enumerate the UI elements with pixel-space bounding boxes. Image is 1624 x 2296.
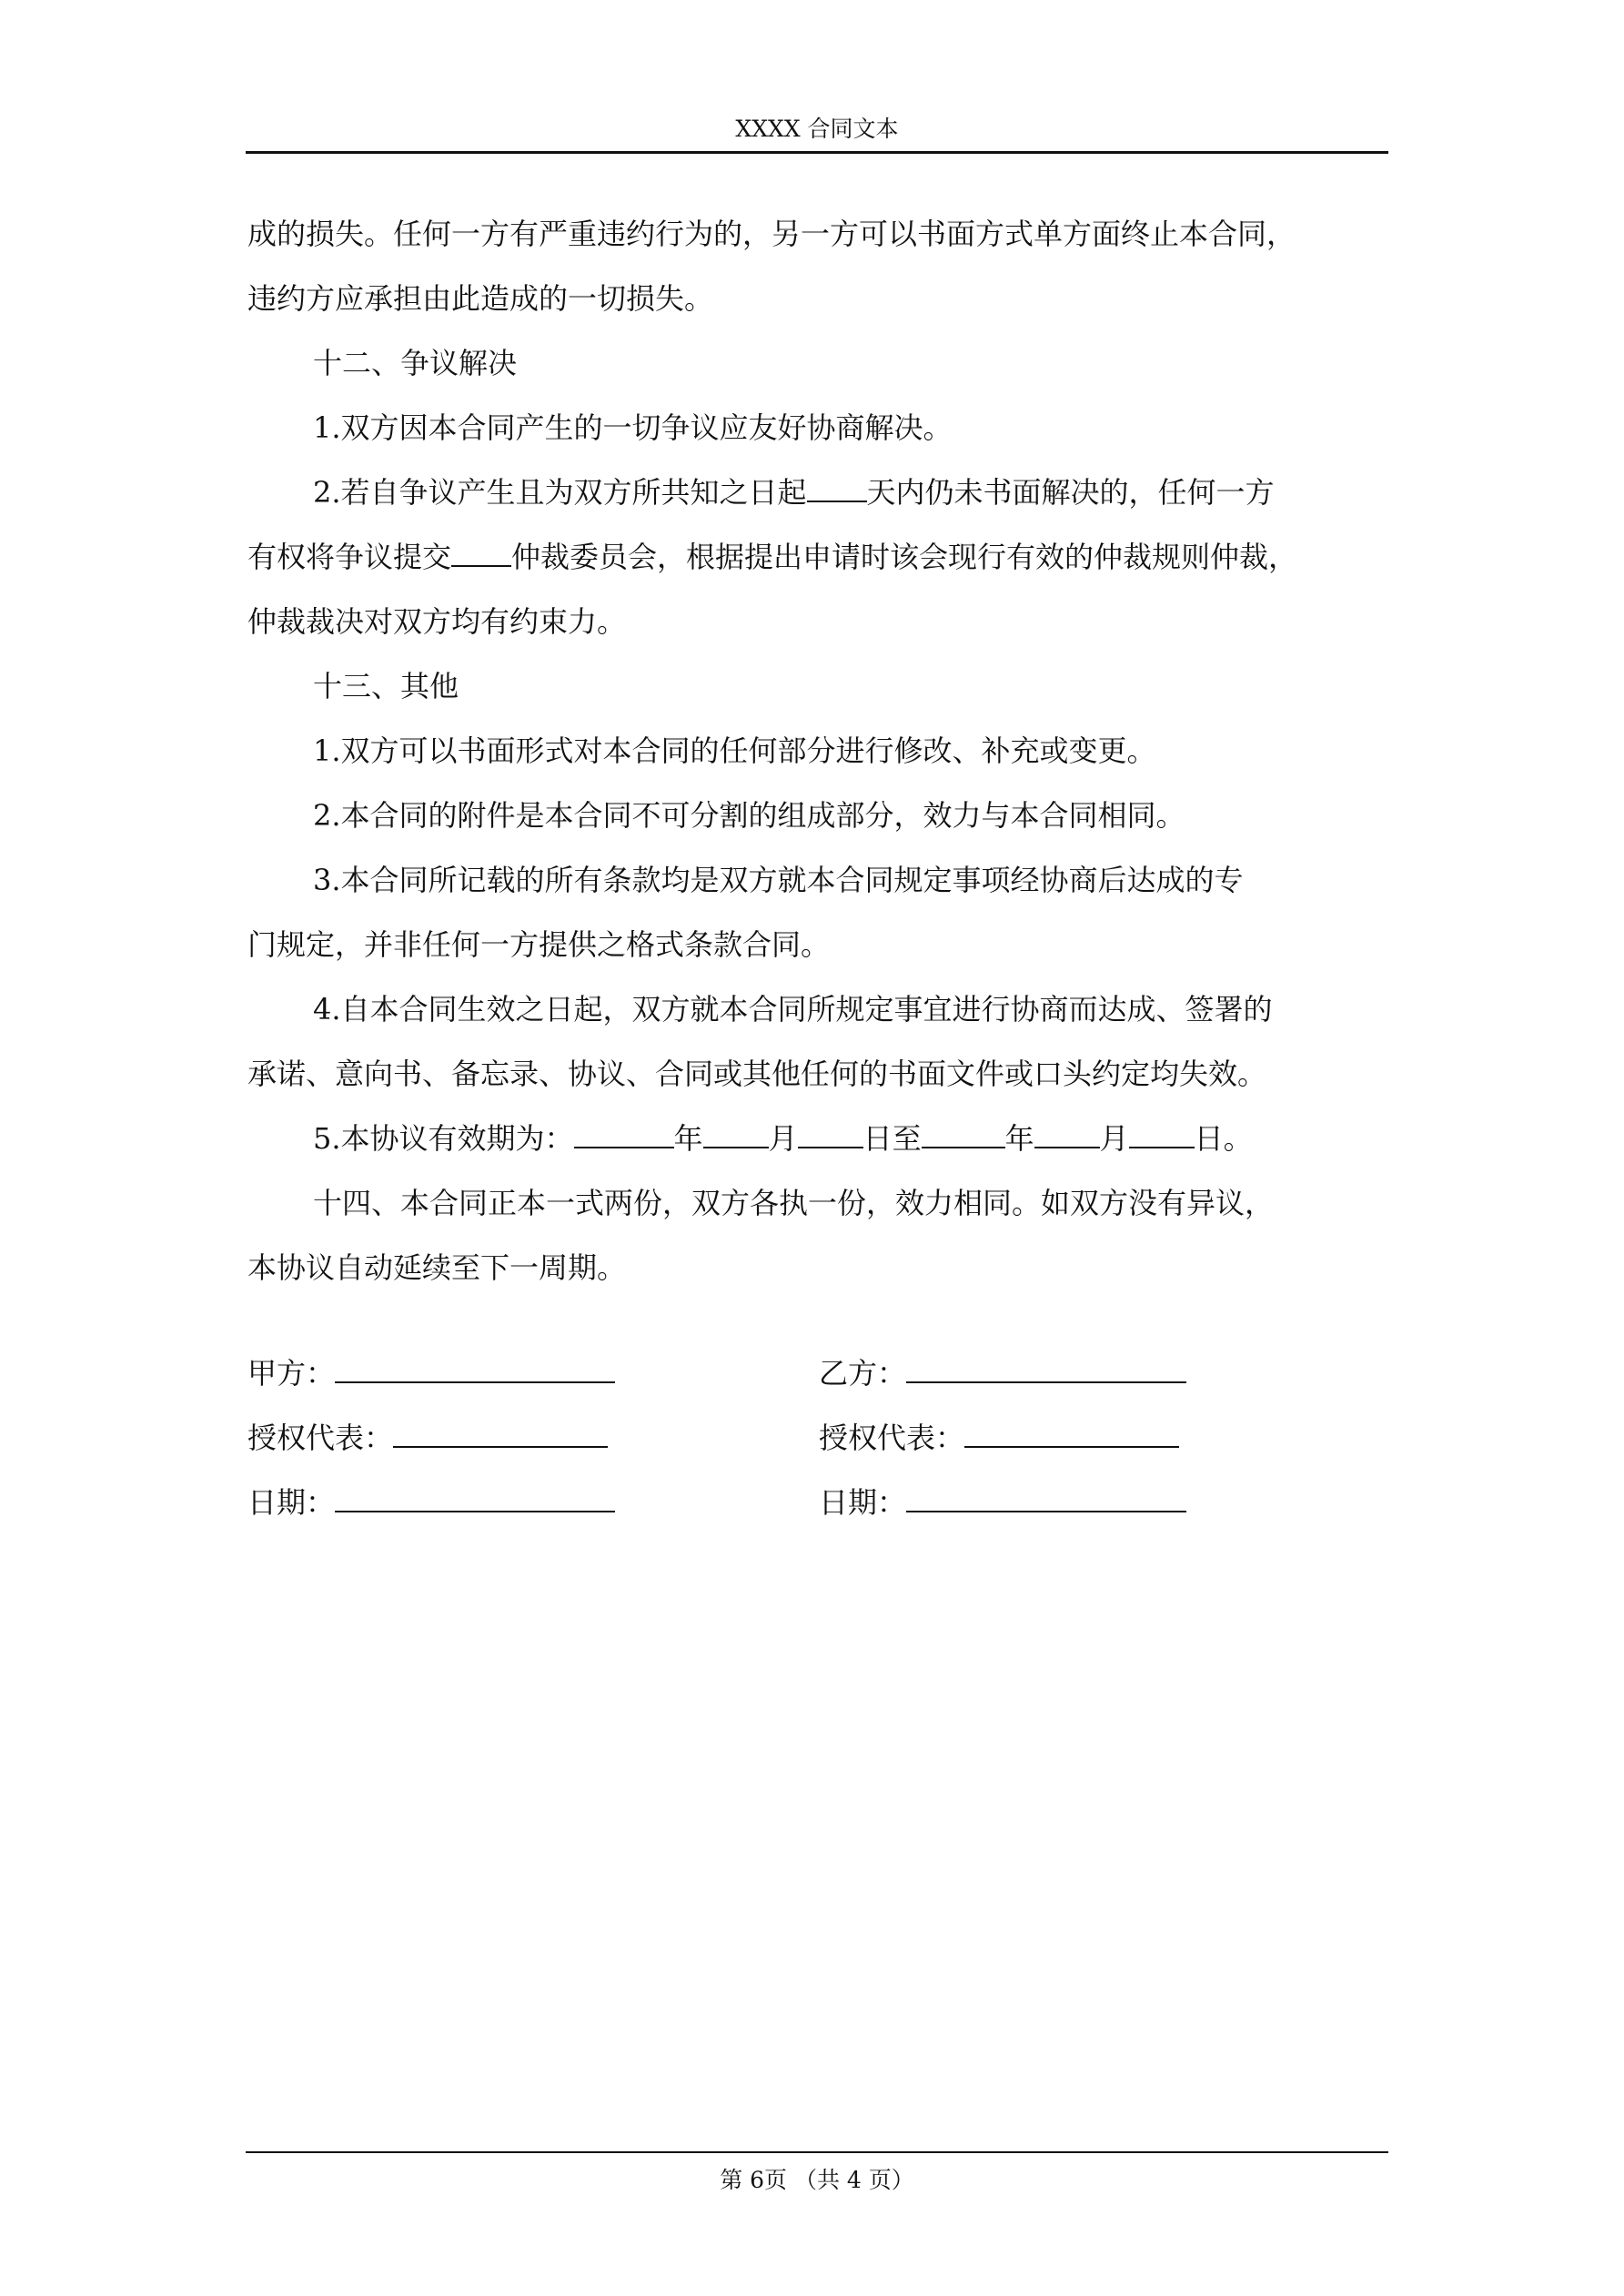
section-13-item-4: 4.自本合同生效之日起，双方就本合同所规定事宜进行协商而达成、签署的	[313, 992, 1273, 1027]
arbitration-blank[interactable]	[451, 538, 511, 567]
party-a-date-line[interactable]	[335, 1483, 615, 1512]
end-day-blank[interactable]	[1129, 1119, 1195, 1148]
end-month-blank[interactable]	[1034, 1119, 1100, 1148]
party-b-rep-field	[819, 1406, 1179, 1471]
end-year-blank[interactable]	[922, 1119, 1005, 1148]
page-number: 第 6页 （共 4 页）	[720, 2167, 914, 2193]
section-13-item-3: 3.本合同所记载的所有条款均是双方就本合同规定事项经协商后达成的专	[313, 863, 1244, 897]
start-year-blank[interactable]	[574, 1119, 674, 1148]
section-13-item-5	[247, 1107, 1388, 1171]
section-13-title: 十三、其他	[313, 669, 459, 703]
section-13-item-4-cont: 承诺、意向书、备忘录、协议、合同或其他任何的书面文件或口头约定均失效。	[247, 1057, 1267, 1091]
text: 日。	[1194, 1121, 1253, 1156]
signature-row	[247, 1406, 1388, 1471]
section-13-item-2: 2.本合同的附件是本合同不可分割的组成部分，效力与本合同相同。	[313, 798, 1185, 833]
auth-rep-label: 授权代表：	[819, 1421, 965, 1455]
text: 年	[1004, 1121, 1034, 1156]
party-a-date-field	[247, 1471, 615, 1535]
party-b-label: 乙方：	[819, 1356, 907, 1391]
section-12-item-2	[247, 460, 1388, 525]
text: 天内仍未书面解决的，任何一方	[866, 475, 1275, 510]
party-b-rep-line[interactable]	[964, 1419, 1179, 1448]
party-a-label: 甲方：	[247, 1356, 336, 1391]
page-header	[246, 107, 1388, 154]
page-footer	[246, 2159, 1388, 2202]
paragraph-line: 成的损失。任何一方有严重违约行为的，另一方可以书面方式单方面终止本合同，	[247, 217, 1296, 251]
section-12-item-2-end: 仲裁裁决对双方均有约束力。	[247, 604, 627, 639]
signature-block	[247, 1341, 1388, 1535]
party-b-date-line[interactable]	[906, 1483, 1186, 1512]
party-b-date-field	[819, 1471, 1186, 1535]
text: 有权将争议提交	[247, 540, 452, 574]
section-12-item-1: 1.双方因本合同产生的一切争议应友好协商解决。	[313, 410, 953, 445]
party-a-rep-line[interactable]	[393, 1419, 608, 1448]
party-b-field	[819, 1341, 1186, 1406]
signature-row	[247, 1341, 1388, 1406]
party-a-field	[247, 1341, 615, 1406]
start-day-blank[interactable]	[798, 1119, 863, 1148]
party-a-rep-field	[247, 1406, 608, 1471]
date-label: 日期：	[247, 1485, 336, 1520]
text: 日至	[862, 1121, 922, 1156]
party-a-line[interactable]	[335, 1354, 615, 1383]
text: 5.本协议有效期为：	[313, 1121, 574, 1156]
text: 月	[1099, 1121, 1129, 1156]
text: 仲裁委员会，根据提出申请时该会现行有效的仲裁规则仲裁，	[511, 540, 1298, 574]
text: 月	[768, 1121, 798, 1156]
section-14-cont: 本协议自动延续至下一周期。	[247, 1250, 627, 1285]
paragraph-line: 违约方应承担由此造成的一切损失。	[247, 281, 714, 316]
signature-row	[247, 1471, 1388, 1535]
date-label: 日期：	[819, 1485, 907, 1520]
section-14: 十四、本合同正本一式两份，双方各执一份，效力相同。如双方没有异议，	[313, 1186, 1275, 1220]
text: 2.若自争议产生且为双方所共知之日起	[313, 475, 807, 510]
auth-rep-label: 授权代表：	[247, 1421, 394, 1455]
section-12-item-2-cont	[247, 525, 1388, 590]
section-13-item-3-cont: 门规定，并非任何一方提供之格式条款合同。	[247, 927, 831, 962]
contract-body	[247, 202, 1388, 1300]
party-b-line[interactable]	[906, 1354, 1186, 1383]
footer-divider	[246, 2151, 1388, 2153]
start-month-blank[interactable]	[703, 1119, 769, 1148]
section-13-item-1: 1.双方可以书面形式对本合同的任何部分进行修改、补充或变更。	[313, 733, 1156, 768]
days-blank[interactable]	[807, 473, 867, 502]
text: 年	[673, 1121, 703, 1156]
header-title: XXXX 合同文本	[735, 116, 899, 142]
section-12-title: 十二、争议解决	[313, 346, 518, 380]
